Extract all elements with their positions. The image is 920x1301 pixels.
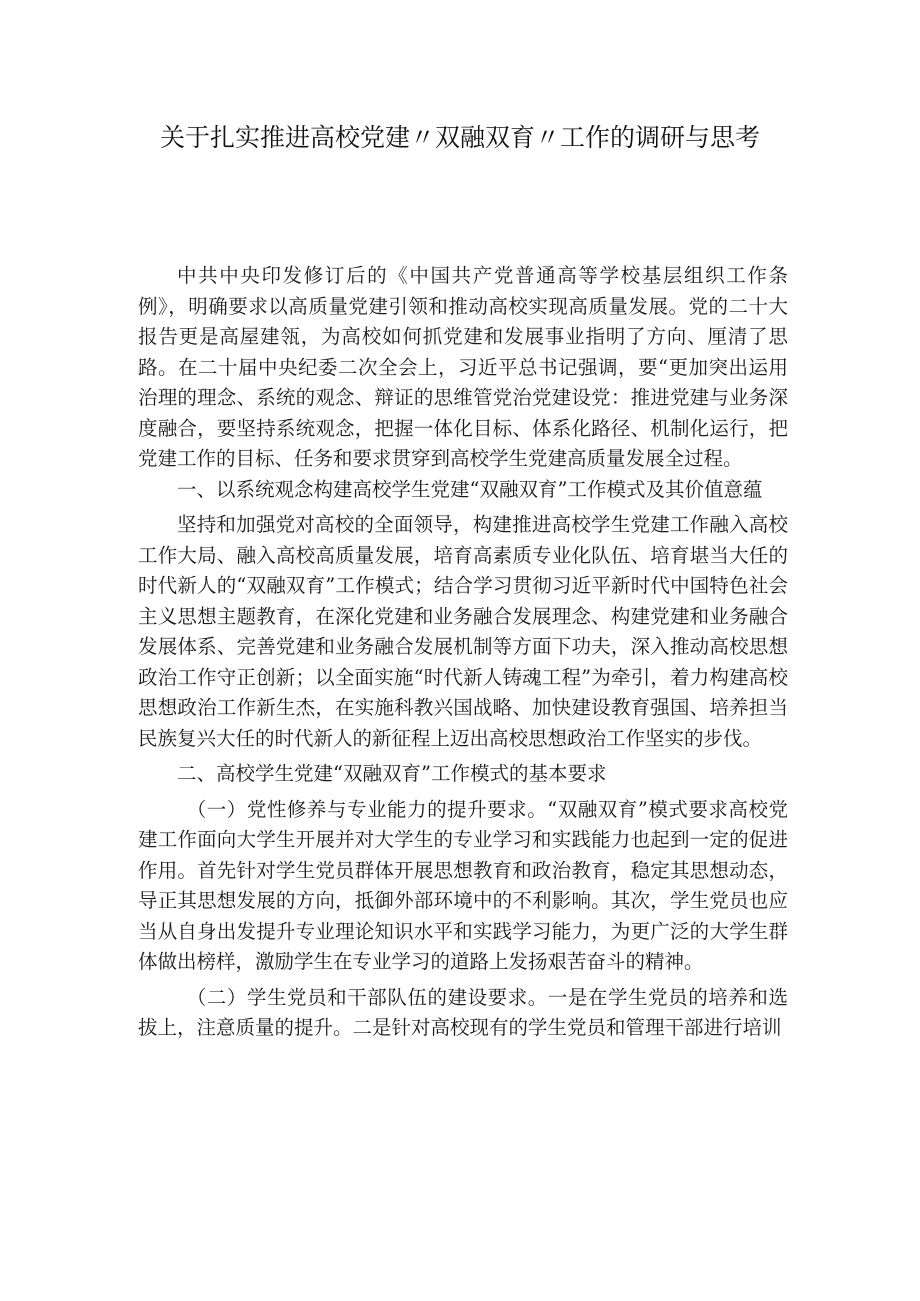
paragraph: （二）学生党员和干部队伍的建设要求。一是在学生党员的培养和选拔上，注意质量的提升。二是针对高校现有的学生党员和管理干部进行培训 (138, 985, 788, 1039)
paragraph: 坚持和加强党对高校的全面领导，构建推进高校学生党建工作融入高校工作大局、融入高校高质量发展，培育高素质专业化队伍、培育堪当大任的时代新人的“双融双育”工作模式；结合学习贯彻习近平新时代中国特色社会主义思想主题教育，在深化党建和业务融合发展理念、构建党建和业务融合发展体系、完善党建和业务融合发展机制等方面下功夫，深入推动高校思想政治工作守正创新；以全面实施“时代新人铸魂工程”为牵引，着力构建高校思想政治工作新生杰，在实施科教兴国战略、加快建设教育强国、培养担当民族复兴大任的时代新人的新征程上迈出高校思想政治工作坚实的步伐。 (138, 513, 788, 750)
document-body (138, 261, 788, 1044)
section-heading: 一、以系统观念构建高校学生党建“双融双育”工作模式及其价值意蕴 (177, 477, 763, 501)
paragraph: （一）党性修养与专业能力的提升要求。“双融双育”模式要求高校党建工作面向大学生开展并对大学生的专业学习和实践能力也起到一定的促进作用。首先针对学生党员群体开展思想教育和政治教育，稳定其思想动态，导正其思想发展的方向，抵御外部环境中的不利影响。其次，学生党员也应当从自身出发提升专业理论知识水平和实践学习能力，为更广泛的大学生群体做出榜样，激励学生在专业学习的道路上发扬艰苦奋斗的精神。 (138, 797, 788, 973)
document-title: 关于扎实推进高校党建〃双融双育〃工作的调研与思考 (159, 123, 760, 152)
paragraph: 中共中央印发修订后的《中国共产党普通高等学校基层组织工作条例》，明确要求以高质量党建引领和推动高校实现高质量发展。党的二十大报告更是高屋建瓴，为高校如何抓党建和发展事业指明了方向、厘清了思路。在二十届中央纪委二次全会上，习近平总书记强调，要“更加突出运用治理的理念、系统的观念、辩证的思维管党治党建设党：推进党建与业务深度融合，要坚持系统观念，把握一体化目标、体系化路径、机制化运行，把党建工作的目标、任务和要求贯穿到高校学生党建高质量发展全过程。 (138, 264, 788, 470)
section-heading: 二、高校学生党建“双融双育”工作模式的基本要求 (177, 762, 607, 785)
